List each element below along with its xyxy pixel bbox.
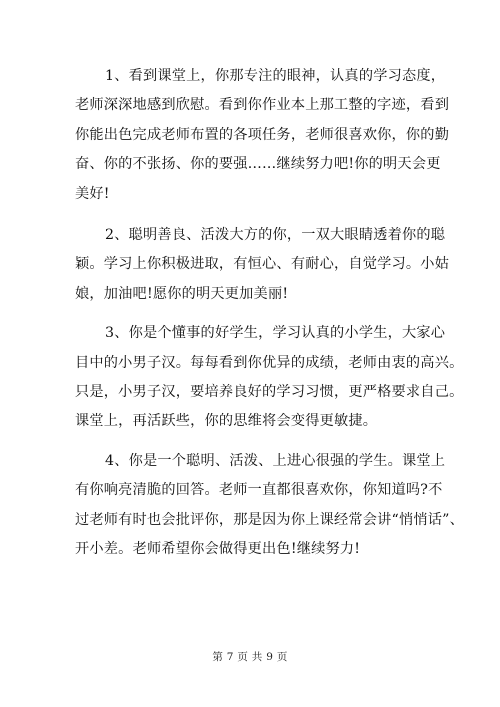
- paragraph-1: [75, 62, 450, 209]
- paragraph-3: [75, 319, 464, 437]
- paragraph-line: 开小差。老师希望你会做得更出色!继续努力!: [75, 541, 361, 558]
- document-body: [75, 62, 464, 565]
- paragraph-4: [75, 447, 464, 565]
- page-number-footer: 第 7 页 共 9 页: [212, 651, 288, 663]
- paragraph-line: 奋、你的不张扬、你的要强……继续努力吧!你的明天会更: [75, 156, 441, 173]
- paragraph-line: 过老师有时也会批评你，那是因为你上课经常会讲“悄悄话”、: [75, 511, 464, 528]
- paragraph-line: 1、看到课堂上，你那专注的眼神，认真的学习态度，: [105, 68, 446, 84]
- paragraph-2: [75, 221, 450, 309]
- paragraph-line: 你能出色完成老师布置的各项任务，老师很喜欢你，你的勤: [75, 126, 450, 143]
- paragraph-line: 目中的小男子汉。每每看到你优异的成绩，老师由衷的高兴。: [75, 354, 464, 371]
- paragraph-line: 课堂上，再活跃些，你的思维将会变得更敏捷。: [75, 413, 378, 430]
- paragraph-line: 3、你是个懂事的好学生，学习认真的小学生，大家心: [105, 325, 446, 342]
- paragraph-line: 老师深深地感到欣慰。看到你作业本上那工整的字迹，看到: [75, 97, 450, 114]
- paragraph-line: 2、聪明善良、活泼大方的你，一双大眼睛透着你的聪: [105, 227, 446, 244]
- paragraph-line: 有你响亮清脆的回答。老师一直都很喜欢你，你知道吗?不: [75, 482, 443, 499]
- paragraph-line: 4、你是一个聪明、活泼、上进心很强的学生。课堂上: [105, 452, 446, 469]
- paragraph-line: 只是，小男子汉，要培养良好的学习习惯，更严格要求自己。: [75, 384, 464, 401]
- paragraph-line: 美好!: [75, 185, 110, 202]
- paragraph-line: 娘，加油吧!愿你的明天更加美丽!: [75, 285, 289, 302]
- paragraph-line: 颖。学习上你积极进取，有恒心、有耐心，自觉学习。小姑: [75, 256, 450, 273]
